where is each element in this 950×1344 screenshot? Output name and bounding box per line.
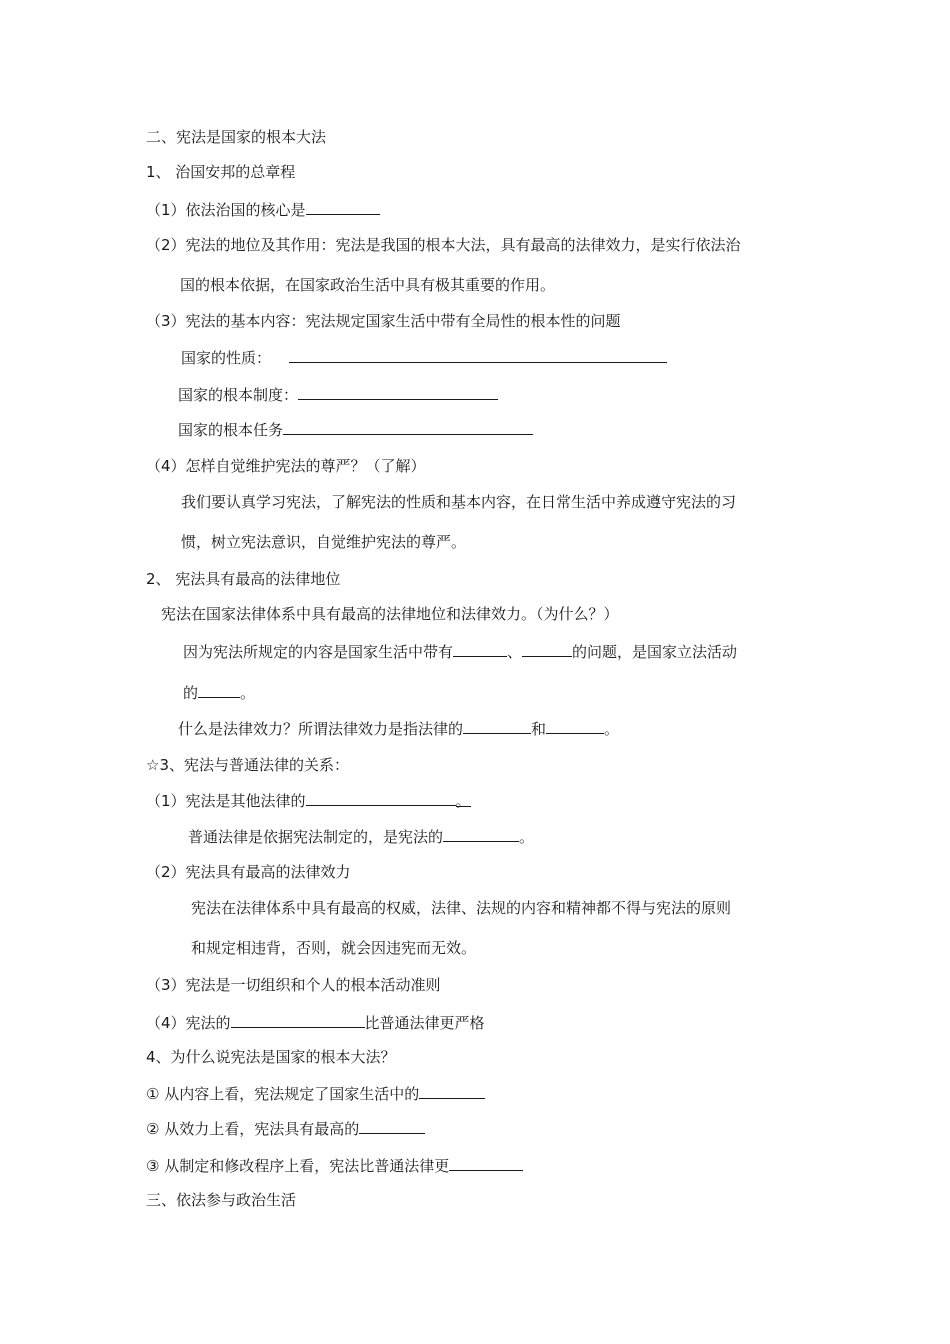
sub3-item1-text-a: （1）宪法是其他法律的 <box>146 792 306 810</box>
subsection-1-heading: 1、 治国安邦的总章程 <box>146 163 296 181</box>
sub2-line2-text-b: 、 <box>507 643 523 661</box>
sub1-item3-task <box>178 419 533 439</box>
sub3-item3: （3）宪法是一切组织和个人的根本活动准则 <box>146 976 441 994</box>
sub4-point1 <box>146 1083 485 1103</box>
fill-blank <box>419 1083 485 1099</box>
sub4-point3-text: ③ 从制定和修改程序上看，宪法比普通法律更 <box>146 1157 450 1175</box>
subsection-3-heading: ☆3、宪法与普通法律的关系： <box>146 756 349 774</box>
fill-blank <box>231 1012 365 1028</box>
sub4-point1-text: ① 从内容上看，宪法规定了国家生活中的 <box>146 1085 420 1103</box>
system-label: 国家的根本制度： <box>178 386 299 404</box>
fill-blank <box>359 1118 425 1134</box>
sub1-item3-text: （3）宪法的基本内容：宪法规定国家生活中带有全局性的根本性的问题 <box>146 312 621 330</box>
sub2-line3-text-a: 的 <box>183 684 199 702</box>
sub1-item2-line2: 国的根本依据，在国家政治生活中具有极其重要的作用。 <box>180 276 556 294</box>
fill-blank <box>306 790 456 806</box>
subsection-4-heading: 4、为什么说宪法是国家的根本大法？ <box>146 1048 396 1066</box>
fill-blank <box>198 682 240 698</box>
sub1-item3-system <box>178 384 498 404</box>
sub3-item4 <box>146 1012 485 1032</box>
sub4-point2-text: ② 从效力上看，宪法具有最高的 <box>146 1120 360 1138</box>
sub1-item4-line2: 惯，树立宪法意识，自觉维护宪法的尊严。 <box>181 533 467 551</box>
task-label: 国家的根本任务 <box>178 421 284 439</box>
sub4-point2 <box>146 1118 425 1138</box>
fill-blank <box>453 641 507 657</box>
sub1-item1 <box>146 199 380 219</box>
sub3-item4-text-a: （4）宪法的 <box>146 1014 231 1032</box>
fill-blank <box>449 1155 523 1171</box>
sub1-item1-text: （1）依法治国的核心是 <box>146 201 306 219</box>
nature-label: 国家的性质： <box>181 349 272 367</box>
sub3-item2-line2: 和规定相违背，否则，就会因违宪而无效。 <box>191 939 477 957</box>
fill-blank <box>443 826 519 842</box>
fill-blank <box>289 347 667 363</box>
fill-blank <box>298 384 498 400</box>
fill-blank <box>463 718 531 734</box>
section-2-heading: 二、宪法是国家的根本大法 <box>146 128 327 146</box>
sub1-item4-text: （4）怎样自觉维护宪法的尊严？（了解） <box>146 457 426 475</box>
fill-blank <box>546 718 604 734</box>
sub2-line2-text-a: 因为宪法所规定的内容是国家生活中带有 <box>183 643 454 661</box>
sub3-item1-text-b: 。 <box>455 792 471 810</box>
fill-blank <box>283 419 533 435</box>
section-3-heading: 三、依法参与政治生活 <box>146 1191 297 1209</box>
sub2-line3 <box>183 682 255 702</box>
sub1-item2-line1: （2）宪法的地位及其作用：宪法是我国的根本大法，具有最高的法律效力，是实行依法治 <box>146 236 741 254</box>
sub2-line4-text-c: 。 <box>604 720 620 738</box>
sub2-line4-text-b: 和 <box>531 720 547 738</box>
sub2-line4 <box>178 718 619 738</box>
sub4-point3 <box>146 1155 523 1175</box>
sub2-line4-text-a: 什么是法律效力？所谓法律效力是指法律的 <box>178 720 464 738</box>
subsection-2-heading: 2、 宪法具有最高的法律地位 <box>146 570 341 588</box>
sub2-line2-text-c: 的问题，是国家立法活动 <box>572 643 738 661</box>
sub2-line3-text-b: 。 <box>240 684 256 702</box>
sub2-line2 <box>183 641 737 661</box>
sub3-item2-line1: 宪法在法律体系中具有最高的权威，法律、法规的内容和精神都不得与宪法的原则 <box>191 899 732 917</box>
sub1-item3-nature <box>181 347 667 367</box>
fill-blank <box>306 199 380 215</box>
sub3-item1-line2 <box>188 826 534 846</box>
sub3-item1-line2-text-b: 。 <box>519 828 535 846</box>
fill-blank <box>522 641 572 657</box>
sub2-line1: 宪法在国家法律体系中具有最高的法律地位和法律效力。（为什么？） <box>161 605 619 623</box>
sub3-item1-line2-text-a: 普通法律是依据宪法制定的，是宪法的 <box>188 828 444 846</box>
sub1-item4-line1: 我们要认真学习宪法，了解宪法的性质和基本内容，在日常生活中养成遵守宪法的习 <box>181 493 737 511</box>
sub3-item1 <box>146 790 471 810</box>
sub3-item2: （2）宪法具有最高的法律效力 <box>146 863 351 881</box>
sub3-item4-text-b: 比普通法律更严格 <box>364 1014 485 1032</box>
